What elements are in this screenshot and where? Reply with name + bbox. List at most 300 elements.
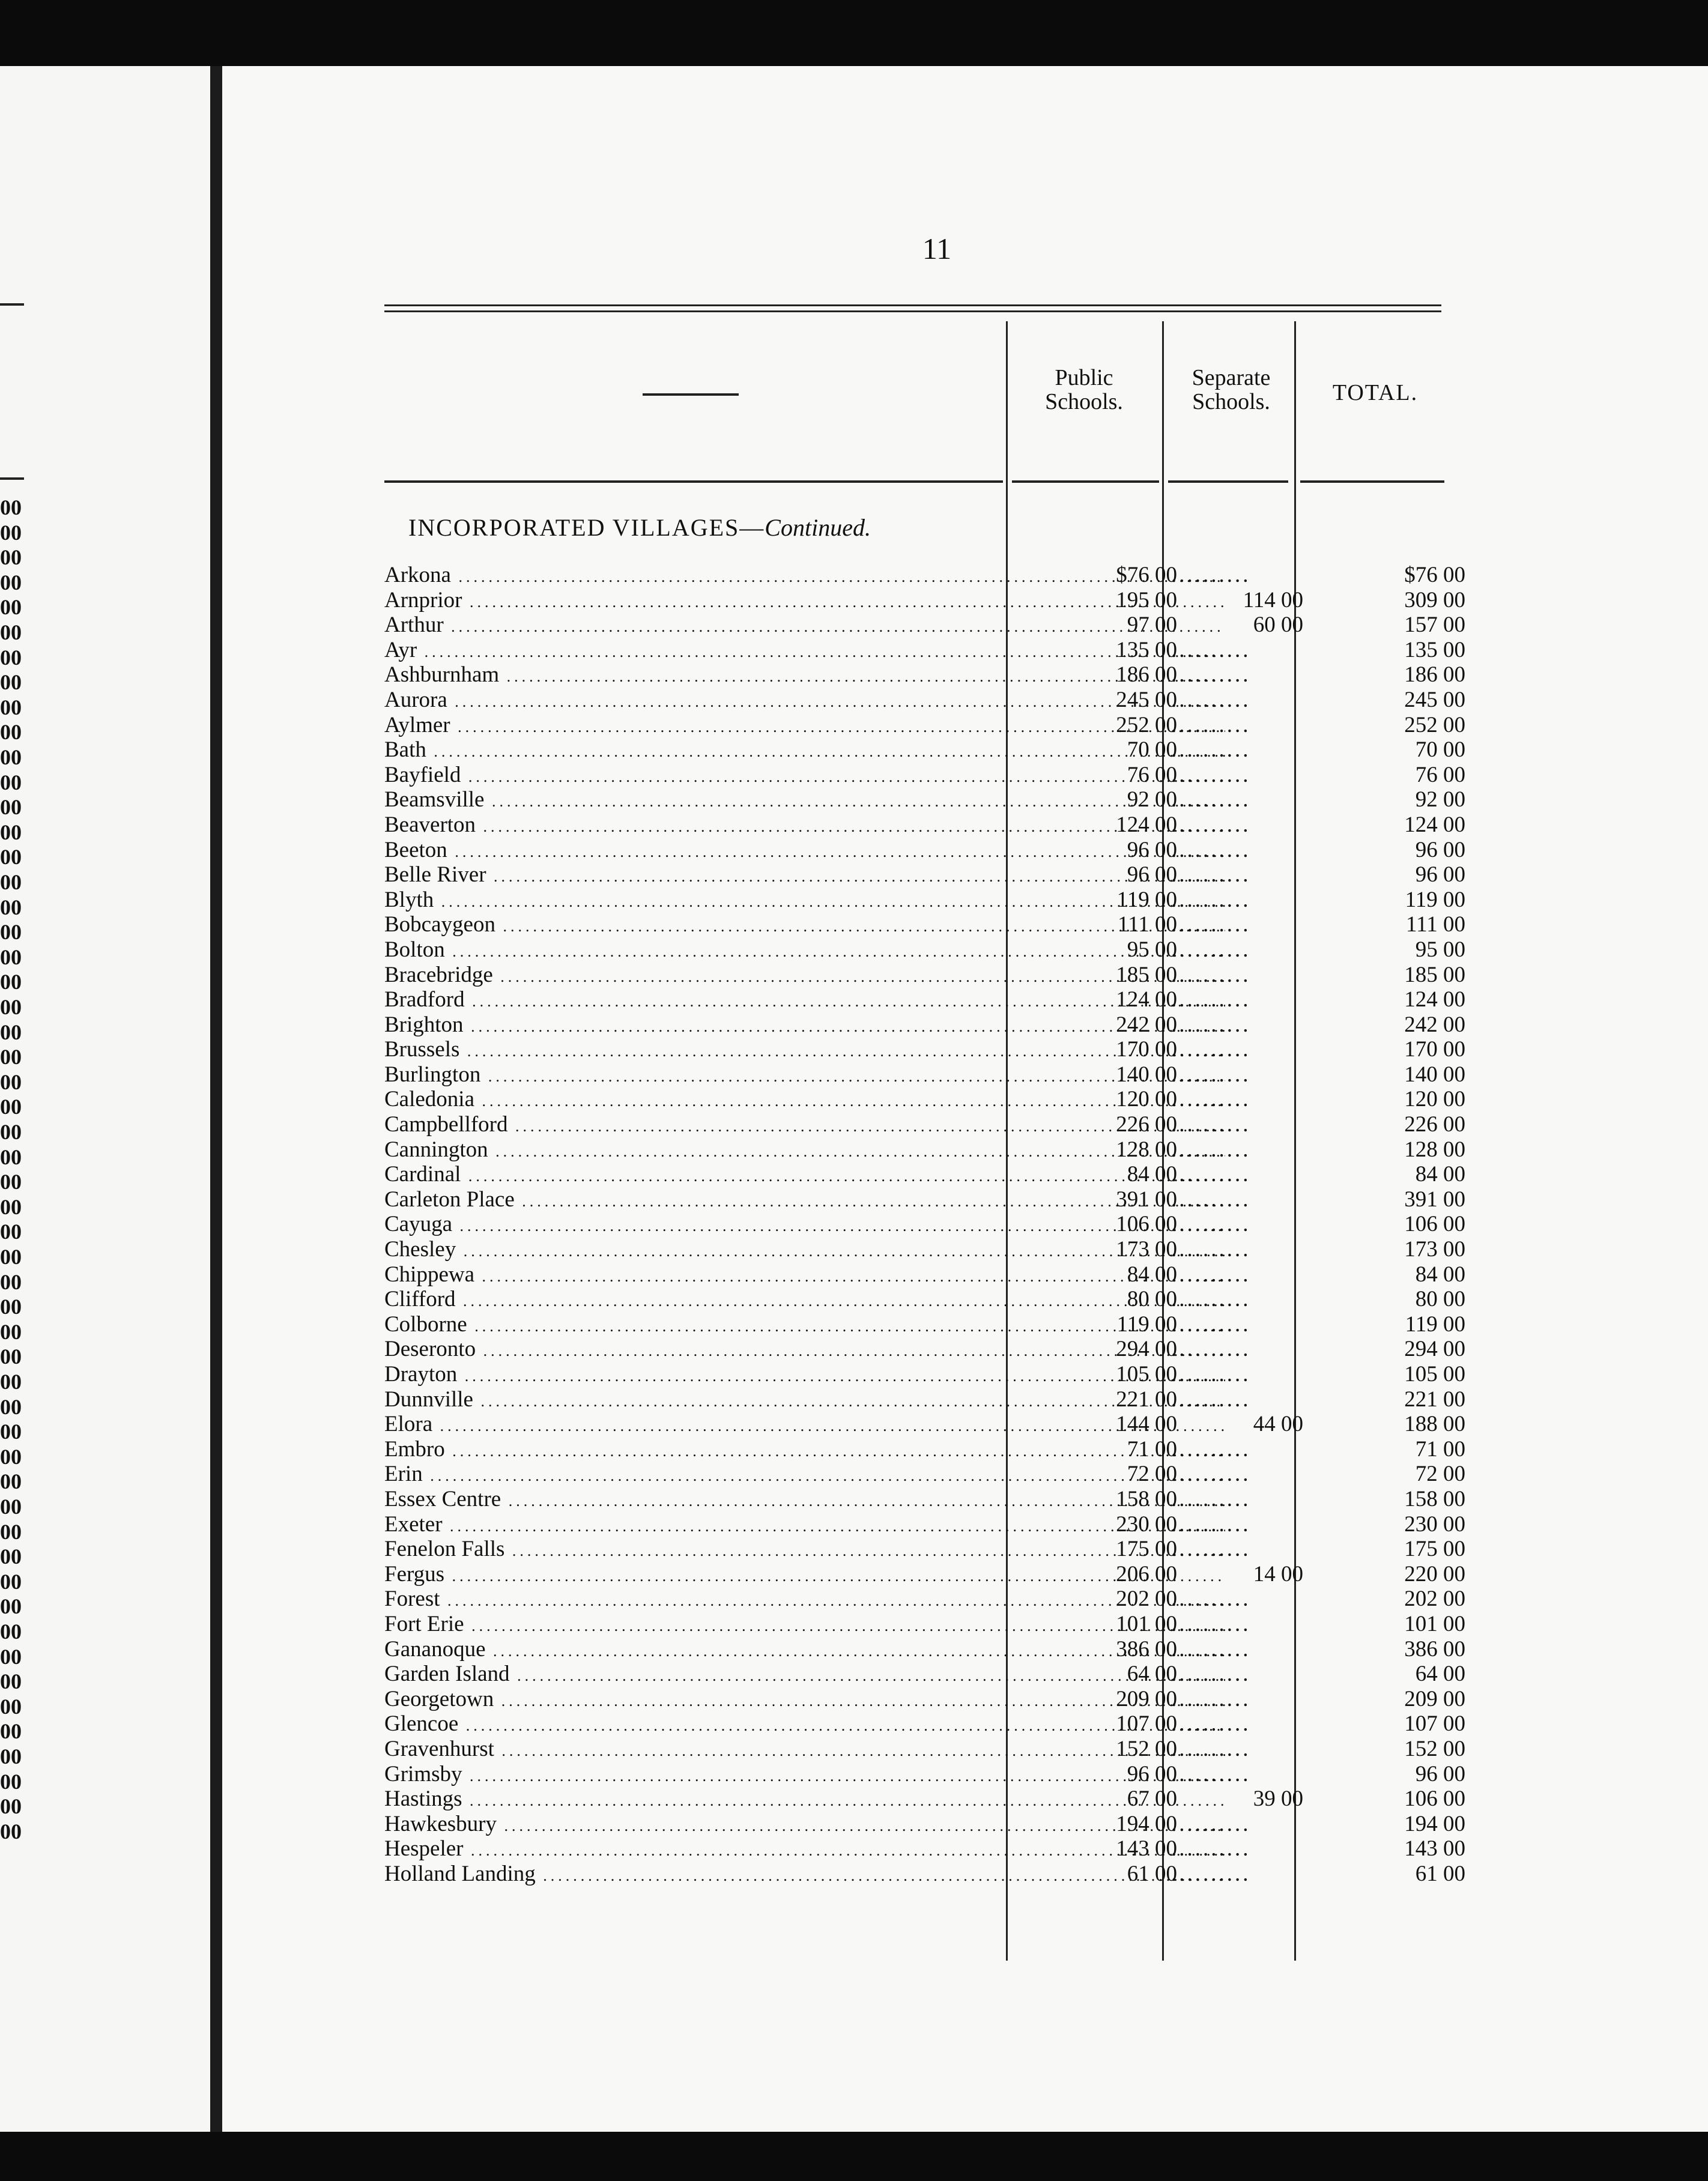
public-schools-amount: 61 00 bbox=[1127, 1861, 1177, 1886]
total-amount: 124 00 bbox=[1404, 987, 1465, 1012]
prev-page-fragment: 00 bbox=[0, 545, 22, 570]
separate-schools-amount: .......... bbox=[1171, 887, 1251, 912]
public-schools-amount: 252 00 bbox=[1116, 712, 1177, 737]
separate-schools-amount: .......... bbox=[1171, 1861, 1251, 1886]
total-amount: 226 00 bbox=[1404, 1112, 1465, 1137]
separate-schools-amount: .......... bbox=[1171, 762, 1251, 787]
public-schools-amount: 101 00 bbox=[1116, 1611, 1177, 1636]
table-row bbox=[222, 1737, 1708, 1762]
header-underline bbox=[1012, 480, 1159, 483]
table-row bbox=[222, 588, 1708, 613]
table-row bbox=[222, 1562, 1708, 1587]
public-schools-amount: 242 00 bbox=[1116, 1012, 1177, 1037]
table-row bbox=[222, 1237, 1708, 1262]
village-name: Hastings ..... bbox=[384, 1786, 1225, 1813]
table-row bbox=[222, 862, 1708, 888]
table-row bbox=[222, 763, 1708, 788]
table-row bbox=[222, 1037, 1708, 1062]
public-schools-amount: 128 00 bbox=[1116, 1137, 1177, 1162]
village-name: Garden Island ..... bbox=[384, 1662, 1225, 1689]
total-amount: 188 00 bbox=[1404, 1412, 1465, 1437]
separate-schools-amount: .......... bbox=[1171, 1811, 1251, 1836]
village-name: Arthur ..... bbox=[384, 613, 1225, 640]
prev-page-fragment: 00 bbox=[0, 1819, 22, 1844]
table-row bbox=[222, 1437, 1708, 1462]
separate-schools-amount: .......... bbox=[1171, 1212, 1251, 1237]
total-amount: 80 00 bbox=[1415, 1287, 1465, 1312]
table-row bbox=[222, 1412, 1708, 1437]
separate-schools-amount: .......... bbox=[1171, 1187, 1251, 1212]
public-schools-amount: 221 00 bbox=[1116, 1387, 1177, 1412]
table-row bbox=[222, 563, 1708, 588]
total-amount: 107 00 bbox=[1404, 1711, 1465, 1737]
table-row bbox=[222, 713, 1708, 738]
table-row bbox=[222, 838, 1708, 863]
prev-page-fragment: 00 bbox=[0, 1420, 22, 1444]
prev-page-fragment: 00 bbox=[0, 1469, 22, 1494]
prev-page-fragment: 00 bbox=[0, 495, 22, 519]
prev-page-fragment: 00 bbox=[0, 1245, 22, 1269]
separate-schools-amount: 114 00 bbox=[1243, 587, 1303, 613]
village-name: Cayuga ..... bbox=[384, 1212, 1225, 1239]
total-amount: 173 00 bbox=[1404, 1237, 1465, 1262]
separate-schools-amount: .......... bbox=[1171, 1836, 1251, 1862]
table-row bbox=[222, 1362, 1708, 1387]
village-name: Bradford ..... bbox=[384, 987, 1225, 1014]
total-amount: 140 00 bbox=[1404, 1062, 1465, 1087]
separate-schools-amount: .......... bbox=[1171, 1436, 1251, 1462]
separate-schools-amount: .......... bbox=[1171, 912, 1251, 937]
village-table bbox=[222, 563, 1708, 1886]
separate-schools-amount: .......... bbox=[1171, 1511, 1251, 1537]
public-schools-amount: 96 00 bbox=[1127, 837, 1177, 862]
table-row bbox=[222, 1262, 1708, 1287]
separate-schools-amount: .......... bbox=[1171, 1387, 1251, 1412]
separate-schools-amount: .......... bbox=[1171, 1761, 1251, 1786]
prev-page-fragment: 00 bbox=[0, 695, 22, 719]
prev-page-fragment: 00 bbox=[0, 895, 22, 919]
public-schools-amount: 158 00 bbox=[1116, 1486, 1177, 1511]
prev-page-fragment: 00 bbox=[0, 845, 22, 870]
public-schools-amount: 111 00 bbox=[1117, 912, 1177, 937]
total-amount: 135 00 bbox=[1404, 637, 1465, 662]
village-name: Chippewa ..... bbox=[384, 1262, 1225, 1289]
table-row bbox=[222, 1762, 1708, 1787]
prev-page-fragment: 00 bbox=[0, 1620, 22, 1644]
table-row bbox=[222, 1287, 1708, 1312]
total-amount: 185 00 bbox=[1404, 962, 1465, 987]
prev-page-fragment: 00 bbox=[0, 970, 22, 994]
prev-page-fragment: 00 bbox=[0, 795, 22, 820]
prev-page-fragment: 00 bbox=[0, 1694, 22, 1719]
village-name: Arkona ..... bbox=[384, 563, 1225, 590]
separate-schools-amount: .......... bbox=[1171, 787, 1251, 812]
separate-schools-amount: .......... bbox=[1171, 1037, 1251, 1062]
village-name: Deseronto ..... bbox=[384, 1337, 1225, 1364]
table-row bbox=[222, 1786, 1708, 1812]
total-amount: 152 00 bbox=[1404, 1736, 1465, 1761]
separate-schools-amount: .......... bbox=[1171, 1087, 1251, 1112]
public-schools-amount: 144 00 bbox=[1116, 1412, 1177, 1437]
public-schools-amount: 64 00 bbox=[1127, 1662, 1177, 1687]
total-amount: 72 00 bbox=[1415, 1462, 1465, 1487]
village-name: Fergus ..... bbox=[384, 1562, 1225, 1589]
prev-page-fragment: 00 bbox=[0, 720, 22, 745]
prev-page-fragment: 00 bbox=[0, 1345, 22, 1369]
total-amount: 170 00 bbox=[1404, 1037, 1465, 1062]
public-schools-amount: 226 00 bbox=[1116, 1112, 1177, 1137]
separate-schools-amount: 44 00 bbox=[1253, 1412, 1303, 1437]
header-total: TOTAL. bbox=[1332, 380, 1419, 405]
village-name: Bayfield ..... bbox=[384, 763, 1225, 790]
previous-page-edge bbox=[0, 66, 210, 2132]
total-amount: 106 00 bbox=[1404, 1212, 1465, 1237]
village-name: Fort Erie ..... bbox=[384, 1612, 1225, 1639]
total-amount: 386 00 bbox=[1404, 1636, 1465, 1662]
separate-schools-amount: .......... bbox=[1171, 563, 1251, 587]
public-schools-amount: 120 00 bbox=[1116, 1087, 1177, 1112]
village-name: Essex Centre ..... bbox=[384, 1487, 1225, 1514]
public-schools-amount: 67 00 bbox=[1127, 1786, 1177, 1812]
public-schools-amount: 230 00 bbox=[1116, 1511, 1177, 1537]
total-amount: 106 00 bbox=[1404, 1786, 1465, 1812]
table-row bbox=[222, 787, 1708, 812]
prev-page-fragment: 00 bbox=[0, 1220, 22, 1244]
public-schools-amount: 106 00 bbox=[1116, 1212, 1177, 1237]
village-name: Brighton ..... bbox=[384, 1012, 1225, 1039]
separate-schools-amount: .......... bbox=[1171, 712, 1251, 737]
prev-page-fragment: 00 bbox=[0, 920, 22, 945]
village-name: Elora ..... bbox=[384, 1412, 1225, 1439]
public-schools-amount: 84 00 bbox=[1127, 1262, 1177, 1287]
page-gutter bbox=[210, 66, 222, 2132]
prev-page-fragment: 00 bbox=[0, 1519, 22, 1544]
table-row bbox=[222, 662, 1708, 688]
total-amount: 111 00 bbox=[1405, 912, 1465, 937]
prev-page-fragment: 00 bbox=[0, 1319, 22, 1344]
separate-schools-amount: .......... bbox=[1171, 837, 1251, 862]
table-row bbox=[222, 1862, 1708, 1887]
public-schools-amount: 119 00 bbox=[1116, 1311, 1177, 1337]
village-name: Blyth ..... bbox=[384, 888, 1225, 915]
separate-schools-amount: 14 00 bbox=[1253, 1561, 1303, 1587]
village-name: Gravenhurst ..... bbox=[384, 1737, 1225, 1764]
total-amount: $76 00 bbox=[1404, 563, 1465, 587]
public-schools-amount: 72 00 bbox=[1127, 1462, 1177, 1487]
prev-page-fragment: 00 bbox=[0, 1394, 22, 1419]
total-amount: 252 00 bbox=[1404, 712, 1465, 737]
header-public-schools: Public Schools. bbox=[1045, 365, 1123, 414]
separate-schools-amount: .......... bbox=[1171, 937, 1251, 962]
prev-page-fragment: 00 bbox=[0, 1569, 22, 1594]
prev-page-fragment: 00 bbox=[0, 1744, 22, 1768]
public-schools-amount: 96 00 bbox=[1127, 1761, 1177, 1786]
separate-schools-amount: .......... bbox=[1171, 1486, 1251, 1511]
prev-page-fragment: 00 bbox=[0, 870, 22, 894]
village-name: Ayr ..... bbox=[384, 638, 1225, 665]
table-row bbox=[222, 812, 1708, 838]
total-amount: 119 00 bbox=[1405, 887, 1465, 912]
total-amount: 71 00 bbox=[1415, 1436, 1465, 1462]
separate-schools-amount: .......... bbox=[1171, 1137, 1251, 1162]
table-row bbox=[222, 912, 1708, 937]
top-rule-double bbox=[384, 310, 1441, 312]
table-row bbox=[222, 1112, 1708, 1137]
village-name: Beeton ..... bbox=[384, 838, 1225, 865]
separate-schools-amount: .......... bbox=[1171, 1287, 1251, 1312]
separate-schools-amount: .......... bbox=[1171, 687, 1251, 712]
table-row bbox=[222, 1087, 1708, 1112]
separate-schools-amount: 39 00 bbox=[1253, 1786, 1303, 1812]
prev-page-fragment: 00 bbox=[0, 1794, 22, 1819]
total-amount: 143 00 bbox=[1404, 1836, 1465, 1862]
village-name: Grimsby ..... bbox=[384, 1762, 1225, 1789]
village-name: Forest ..... bbox=[384, 1587, 1225, 1614]
header-underline bbox=[1168, 480, 1288, 483]
public-schools-amount: 175 00 bbox=[1116, 1537, 1177, 1562]
separate-schools-amount: .......... bbox=[1171, 862, 1251, 888]
total-amount: 84 00 bbox=[1415, 1262, 1465, 1287]
village-name: Campbellford ..... bbox=[384, 1112, 1225, 1139]
public-schools-amount: 185 00 bbox=[1116, 962, 1177, 987]
total-amount: 391 00 bbox=[1404, 1187, 1465, 1212]
page-number: 11 bbox=[922, 232, 952, 265]
public-schools-amount: 80 00 bbox=[1127, 1287, 1177, 1312]
prev-page-fragment: 00 bbox=[0, 1120, 22, 1144]
total-amount: 175 00 bbox=[1404, 1537, 1465, 1562]
total-amount: 230 00 bbox=[1404, 1511, 1465, 1537]
village-name: Ashburnham ..... bbox=[384, 662, 1225, 689]
total-amount: 64 00 bbox=[1415, 1662, 1465, 1687]
table-row bbox=[222, 987, 1708, 1012]
total-amount: 209 00 bbox=[1404, 1686, 1465, 1711]
table-row bbox=[222, 1187, 1708, 1212]
prev-page-fragment: 00 bbox=[0, 1644, 22, 1669]
separate-schools-amount: .......... bbox=[1171, 1362, 1251, 1387]
village-name: Cannington ..... bbox=[384, 1137, 1225, 1164]
public-schools-amount: 135 00 bbox=[1116, 637, 1177, 662]
total-amount: 92 00 bbox=[1415, 787, 1465, 812]
village-name: Colborne ..... bbox=[384, 1312, 1225, 1339]
village-name: Bath ..... bbox=[384, 737, 1225, 764]
public-schools-amount: 186 00 bbox=[1116, 662, 1177, 688]
village-name: Cardinal ..... bbox=[384, 1162, 1225, 1189]
village-name: Erin ..... bbox=[384, 1462, 1225, 1489]
prev-page-fragment: 00 bbox=[0, 620, 22, 644]
prev-page-fragment: 00 bbox=[0, 1170, 22, 1194]
table-row bbox=[222, 688, 1708, 713]
public-schools-amount: 119 00 bbox=[1116, 887, 1177, 912]
village-name: Embro ..... bbox=[384, 1437, 1225, 1464]
total-amount: 245 00 bbox=[1404, 687, 1465, 712]
prev-page-fragment: 00 bbox=[0, 1594, 22, 1619]
table-row bbox=[222, 1137, 1708, 1163]
separate-schools-amount: .......... bbox=[1171, 1462, 1251, 1487]
public-schools-amount: 124 00 bbox=[1116, 987, 1177, 1012]
public-schools-amount: $76 00 bbox=[1116, 563, 1177, 587]
table-row bbox=[222, 963, 1708, 988]
total-amount: 242 00 bbox=[1404, 1012, 1465, 1037]
header-separate-schools: Separate Schools. bbox=[1192, 365, 1271, 414]
prev-page-fragment: 00 bbox=[0, 820, 22, 844]
prev-page-fragment: 00 bbox=[0, 1669, 22, 1694]
prev-page-fragment: 00 bbox=[0, 1069, 22, 1094]
total-amount: 294 00 bbox=[1404, 1337, 1465, 1362]
prev-page-fragment: 00 bbox=[0, 1269, 22, 1294]
separate-schools-amount: .......... bbox=[1171, 1012, 1251, 1037]
separate-schools-amount: .......... bbox=[1171, 1736, 1251, 1761]
public-schools-amount: 195 00 bbox=[1116, 587, 1177, 613]
table-row bbox=[222, 1662, 1708, 1687]
village-name: Aurora ..... bbox=[384, 688, 1225, 715]
separate-schools-amount: .......... bbox=[1171, 1662, 1251, 1687]
prev-page-rule bbox=[0, 303, 24, 306]
total-amount: 124 00 bbox=[1404, 812, 1465, 837]
prev-page-fragment: 00 bbox=[0, 1495, 22, 1519]
public-schools-amount: 152 00 bbox=[1116, 1736, 1177, 1761]
public-schools-amount: 386 00 bbox=[1116, 1636, 1177, 1662]
prev-page-fragment: 00 bbox=[0, 770, 22, 794]
total-amount: 194 00 bbox=[1404, 1811, 1465, 1836]
table-row bbox=[222, 1637, 1708, 1662]
prev-page-fragment: 00 bbox=[0, 945, 22, 969]
village-name: Aylmer ..... bbox=[384, 713, 1225, 740]
separate-schools-amount: .......... bbox=[1171, 1237, 1251, 1262]
prev-page-fragment: 00 bbox=[0, 595, 22, 620]
public-schools-amount: 391 00 bbox=[1116, 1187, 1177, 1212]
section-continued: Continued. bbox=[765, 514, 871, 541]
stub-header-dash bbox=[643, 393, 739, 396]
prev-page-fragment: 00 bbox=[0, 995, 22, 1019]
separate-schools-amount: .......... bbox=[1171, 662, 1251, 688]
village-name: Hespeler ..... bbox=[384, 1836, 1225, 1863]
public-schools-amount: 92 00 bbox=[1127, 787, 1177, 812]
prev-page-fragment: 00 bbox=[0, 1769, 22, 1794]
separate-schools-amount: .......... bbox=[1171, 637, 1251, 662]
prev-page-fragment: 00 bbox=[0, 1370, 22, 1394]
public-schools-amount: 124 00 bbox=[1116, 812, 1177, 837]
village-name: Beamsville ..... bbox=[384, 787, 1225, 814]
table-row bbox=[222, 1162, 1708, 1187]
separate-schools-amount: .......... bbox=[1171, 1062, 1251, 1087]
table-row bbox=[222, 937, 1708, 963]
public-schools-amount: 194 00 bbox=[1116, 1811, 1177, 1836]
table-row bbox=[222, 1487, 1708, 1512]
prev-page-fragment: 00 bbox=[0, 1544, 22, 1569]
total-amount: 120 00 bbox=[1404, 1087, 1465, 1112]
total-amount: 309 00 bbox=[1404, 587, 1465, 613]
table-row bbox=[222, 888, 1708, 913]
total-amount: 95 00 bbox=[1415, 937, 1465, 962]
total-amount: 202 00 bbox=[1404, 1587, 1465, 1612]
table-row bbox=[222, 1612, 1708, 1637]
public-schools-amount: 245 00 bbox=[1116, 687, 1177, 712]
document-page bbox=[222, 66, 1708, 2132]
public-schools-amount: 96 00 bbox=[1127, 862, 1177, 888]
public-schools-amount: 71 00 bbox=[1127, 1436, 1177, 1462]
public-schools-amount: 170 00 bbox=[1116, 1037, 1177, 1062]
separate-schools-amount: .......... bbox=[1171, 1337, 1251, 1362]
prev-page-fragment: 00 bbox=[0, 1045, 22, 1069]
total-amount: 221 00 bbox=[1404, 1387, 1465, 1412]
prev-page-fragment: 00 bbox=[0, 745, 22, 769]
public-schools-amount: 84 00 bbox=[1127, 1162, 1177, 1187]
village-name: Drayton ..... bbox=[384, 1362, 1225, 1389]
public-schools-amount: 70 00 bbox=[1127, 737, 1177, 763]
separate-schools-amount: .......... bbox=[1171, 1686, 1251, 1711]
village-name: Glencoe ..... bbox=[384, 1711, 1225, 1738]
village-name: Chesley ..... bbox=[384, 1237, 1225, 1264]
prev-page-fragment: 00 bbox=[0, 1444, 22, 1469]
top-rule bbox=[384, 304, 1441, 306]
prev-page-fragment: 00 bbox=[0, 1145, 22, 1169]
total-amount: 101 00 bbox=[1404, 1611, 1465, 1636]
separate-schools-amount: .......... bbox=[1171, 1311, 1251, 1337]
table-row bbox=[222, 1537, 1708, 1562]
section-title-text: INCORPORATED VILLAGES— bbox=[408, 514, 765, 541]
total-amount: 186 00 bbox=[1404, 662, 1465, 688]
separate-schools-amount: .......... bbox=[1171, 962, 1251, 987]
total-amount: 70 00 bbox=[1415, 737, 1465, 763]
village-name: Bracebridge ..... bbox=[384, 963, 1225, 990]
table-row bbox=[222, 1587, 1708, 1612]
public-schools-amount: 105 00 bbox=[1116, 1362, 1177, 1387]
public-schools-amount: 140 00 bbox=[1116, 1062, 1177, 1087]
total-amount: 105 00 bbox=[1404, 1362, 1465, 1387]
table-row bbox=[222, 1212, 1708, 1237]
separate-schools-amount: .......... bbox=[1171, 812, 1251, 837]
village-name: Belle River ..... bbox=[384, 862, 1225, 889]
separate-schools-amount: .......... bbox=[1171, 1636, 1251, 1662]
separate-schools-amount: .......... bbox=[1171, 1587, 1251, 1612]
total-amount: 96 00 bbox=[1415, 837, 1465, 862]
village-name: Brussels ..... bbox=[384, 1037, 1225, 1064]
prev-page-fragment: 00 bbox=[0, 1020, 22, 1044]
public-schools-amount: 209 00 bbox=[1116, 1686, 1177, 1711]
village-name: Burlington ..... bbox=[384, 1062, 1225, 1089]
village-name: Bolton ..... bbox=[384, 937, 1225, 964]
table-row bbox=[222, 1337, 1708, 1362]
village-name: Bobcaygeon ..... bbox=[384, 912, 1225, 939]
section-title bbox=[408, 513, 871, 542]
separate-schools-amount: .......... bbox=[1171, 987, 1251, 1012]
total-amount: 119 00 bbox=[1405, 1311, 1465, 1337]
table-row bbox=[222, 1812, 1708, 1837]
table-row bbox=[222, 1836, 1708, 1862]
table-row bbox=[222, 638, 1708, 663]
header-underline bbox=[384, 480, 1003, 483]
separate-schools-amount: .......... bbox=[1171, 1711, 1251, 1737]
total-amount: 84 00 bbox=[1415, 1162, 1465, 1187]
total-amount: 128 00 bbox=[1404, 1137, 1465, 1162]
public-schools-amount: 107 00 bbox=[1116, 1711, 1177, 1737]
separate-schools-amount: 60 00 bbox=[1253, 613, 1303, 638]
public-schools-amount: 294 00 bbox=[1116, 1337, 1177, 1362]
table-row bbox=[222, 1387, 1708, 1412]
table-row bbox=[222, 613, 1708, 638]
public-schools-amount: 173 00 bbox=[1116, 1237, 1177, 1262]
total-amount: 76 00 bbox=[1415, 762, 1465, 787]
separate-schools-amount: .......... bbox=[1171, 737, 1251, 763]
prev-page-fragment: 00 bbox=[0, 1095, 22, 1119]
prev-page-rule bbox=[0, 477, 24, 480]
separate-schools-amount: .......... bbox=[1171, 1262, 1251, 1287]
village-name: Beaverton ..... bbox=[384, 812, 1225, 839]
prev-page-fragment: 00 bbox=[0, 570, 22, 594]
total-amount: 157 00 bbox=[1404, 613, 1465, 638]
separate-schools-amount: .......... bbox=[1171, 1611, 1251, 1636]
village-name: Georgetown ..... bbox=[384, 1687, 1225, 1714]
